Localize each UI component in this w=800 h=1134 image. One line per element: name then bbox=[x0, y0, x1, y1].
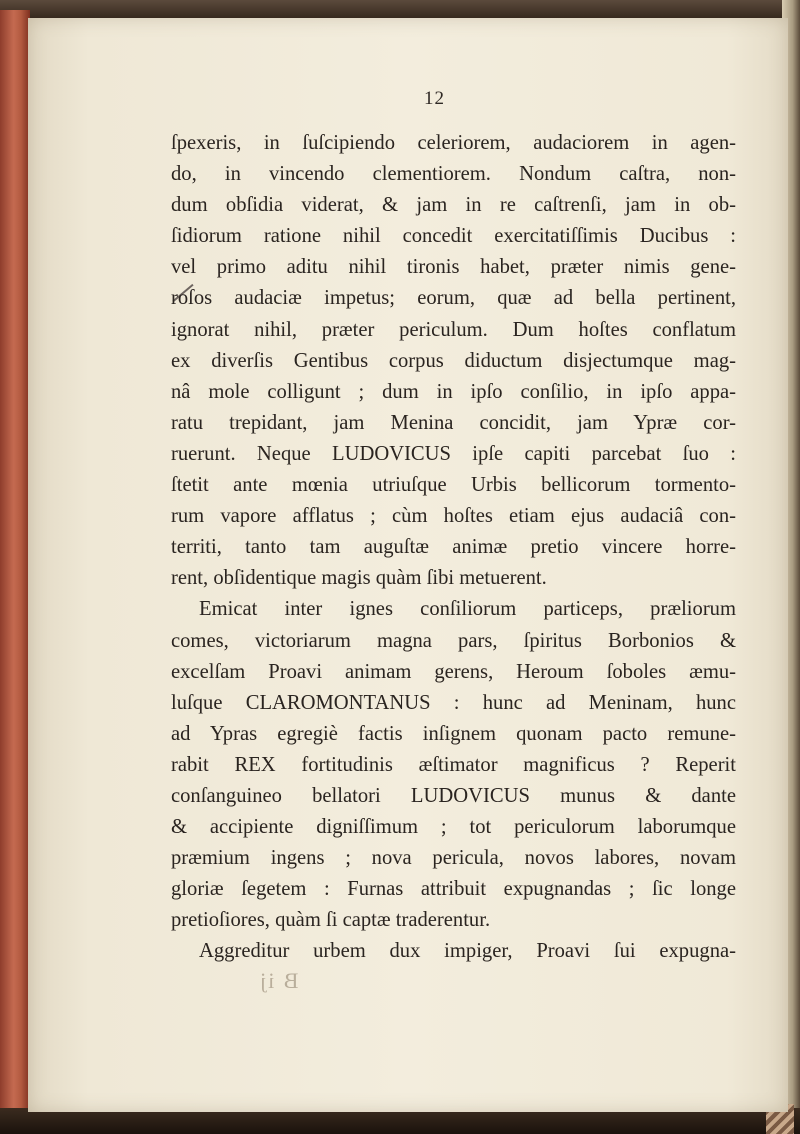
text-line: ex diverſis Gentibus corpus diductum disjectumque mag- bbox=[171, 349, 736, 372]
text-line: ignorat nihil, præter periculum. Dum hoſtes conflatum bbox=[171, 318, 736, 341]
text-line: do, in vincendo clementiorem. Nondum caſtra, non- bbox=[171, 163, 736, 186]
book-binding bbox=[0, 10, 30, 1134]
text-line: conſanguineo bellatori LUDOVICUS munus & dante bbox=[171, 784, 736, 807]
text-line: rent, obſidentique magis quàm ſibi metuerent. bbox=[171, 567, 547, 590]
text-line: rabit REX fortitudinis æſtimator magnificus ? Reperit bbox=[171, 753, 736, 776]
paragraph-start-line: Aggreditur urbem dux impiger, Proavi ſui expugna- bbox=[199, 940, 736, 963]
text-line: excelſam Proavi animam gerens, Heroum ſoboles æmu- bbox=[171, 660, 736, 683]
text-line: gloriæ ſegetem : Furnas attribuit expugnandas ; ſic longe bbox=[171, 878, 736, 901]
page-body-text bbox=[171, 128, 736, 968]
text-line: nâ mole colligunt ; dum in ipſo conſilio, in ipſo appa- bbox=[171, 380, 736, 403]
text-line: pretioſiores, quàm ſi captæ traderentur. bbox=[171, 909, 491, 932]
text-line: & accipiente digniſſimum ; tot periculorum laborumque bbox=[171, 816, 736, 839]
show-through-signature-mark: B ij bbox=[258, 968, 299, 993]
text-line: territi, tanto tam auguſtæ animæ pretio vincere horre- bbox=[171, 536, 736, 559]
text-line: vel primo aditu nihil tironis habet, præter nimis gene- bbox=[171, 256, 736, 279]
text-line: luſque CLAROMONTANUS : hunc ad Meninam, hunc bbox=[171, 691, 736, 714]
text-line: ſidiorum ratione nihil concedit exercitatiſſimis Ducibus : bbox=[171, 225, 736, 248]
paragraph-start-line: Emicat inter ignes conſiliorum particeps, præliorum bbox=[199, 598, 736, 621]
text-line: comes, victoriarum magna pars, ſpiritus Borbonios & bbox=[171, 629, 736, 652]
text-line: præmium ingens ; nova pericula, novos labores, novam bbox=[171, 847, 736, 870]
text-line: ruerunt. Neque LUDOVICUS ipſe capiti parcebat ſuo : bbox=[171, 442, 736, 465]
text-line: dum obſidia viderat, & jam in re caſtrenſi, jam in ob- bbox=[171, 194, 736, 217]
text-line: ad Ypras egregiè factis inſignem quonam pacto remune- bbox=[171, 722, 736, 745]
text-line: ſpexeris, in ſuſcipiendo celeriorem, audaciorem in agen- bbox=[171, 132, 736, 154]
text-line: roſos audaciæ impetus; eorum, quæ ad bella pertinent, bbox=[171, 287, 736, 310]
page-number: 12 bbox=[424, 88, 445, 109]
text-line: ſtetit ante mœnia utriuſque Urbis bellicorum tormento- bbox=[171, 474, 736, 497]
text-line: ratu trepidant, jam Menina concidit, jam Ypræ cor- bbox=[171, 411, 736, 434]
text-line: rum vapore afflatus ; cùm hoſtes etiam ejus audaciâ con- bbox=[171, 505, 736, 528]
